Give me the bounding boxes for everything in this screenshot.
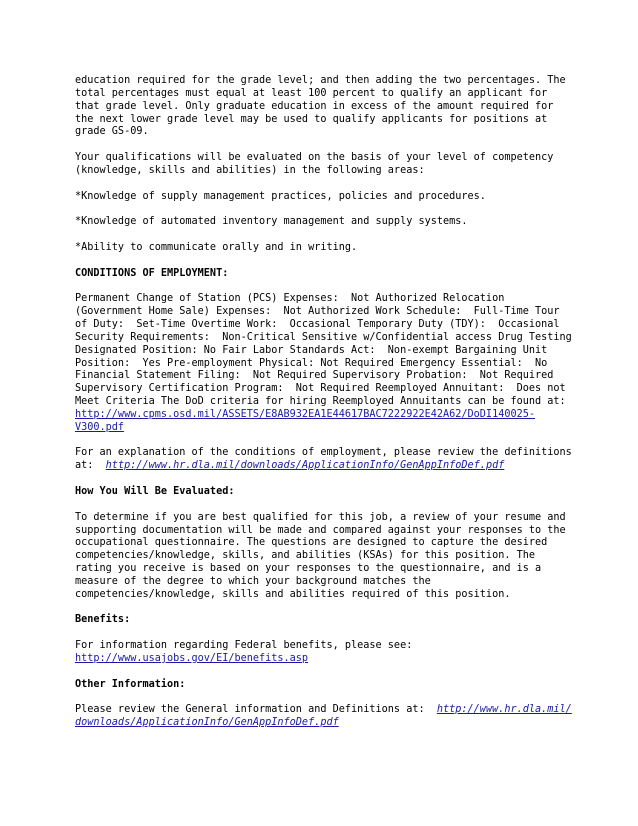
evaluation-paragraph: To determine if you are best qualified for this job, a review of your resume and supporting documentation will be made and compared against your responses to the occupational questionnaire. The questions are designed to capture the desired competencies/knowledge, skills, and abilities (KSAs) for this position. The rating you receive is based on your responses to the questionnaire, and is a measure of the degree to which your background matches the competencies/knowledge, skills and abilities required of this position.	[75, 511, 566, 600]
other-information-heading: Other Information:	[75, 678, 186, 690]
conditions-paragraph	[75, 293, 575, 434]
other-information-link[interactable]: http://www.hr.dla.mil/ downloads/ApplicationInfo/GenAppInfoDef.pdf	[75, 704, 572, 729]
ksa-item-supply-management: *Knowledge of supply management practices, policies and procedures.	[75, 190, 486, 202]
explanation-link[interactable]: http://www.hr.dla.mil/downloads/ApplicationInfo/GenAppInfoDef.pdf	[105, 460, 505, 472]
conditions-heading: CONDITIONS OF EMPLOYMENT:	[75, 267, 229, 279]
other-information-text: Please review the General information and Definitions at:	[75, 704, 437, 716]
benefits-paragraph	[75, 640, 575, 666]
evaluation-heading: How You Will Be Evaluated:	[75, 486, 235, 497]
education-paragraph: education required for the grade level; and then adding the two percentages. The total percentages must equal at least 100 percent to qualify an applicant for that grade level. Only graduate education in excess of the amount required for the next lower grade level may be used to qualify applicants for positions at grade GS-09.	[75, 75, 566, 138]
other-information-paragraph	[75, 704, 575, 730]
qualifications-paragraph: Your qualifications will be evaluated on the basis of your level of competency (knowledge, skills and abilities) in the following areas:	[75, 152, 554, 176]
benefits-link[interactable]: http://www.usajobs.gov/EI/benefits.asp	[75, 652, 309, 664]
benefits-heading: Benefits:	[75, 614, 131, 626]
explanation-paragraph	[75, 447, 575, 473]
explanation-text: For an explanation of the conditions of employment, please review the definitions at:	[75, 447, 572, 472]
ksa-item-inventory-systems: *Knowledge of automated inventory management and supply systems.	[75, 216, 468, 228]
document-page	[75, 75, 575, 743]
benefits-text: For information regarding Federal benefits, please see:	[75, 640, 413, 652]
ksa-item-communication: *Ability to communicate orally and in writing.	[75, 241, 358, 253]
conditions-text: Permanent Change of Station (PCS) Expenses: Not Authorized Relocation (Government Home Sale) Expenses: Not Authorized Work Schedule: Full-Time Tour of Duty: Set-Time Overtime Work: Occasional Temporary Duty (TDY): Occasional Security Requirements: Non-Critical Sensitive w/Confidential access Drug Testing Designated Position: No Fair Labor Standards Act: Non-exempt Bargaining Unit Position: Yes Pre-employment Physical: Not Required Emergency Essential: No Financial Statement Filing: Not Required Supervisory Probation: Not Required Supervisory Certification Program: Not Required Reemployed Annuitant: Does not Meet Criteria The DoD criteria for hiring Reemployed Annuitants can be found at:	[75, 293, 572, 408]
conditions-link[interactable]: http://www.cpms.osd.mil/ASSETS/E8AB932EA1E44617BAC7222922E42A62/DoDI140025- V300.pdf	[75, 408, 536, 433]
